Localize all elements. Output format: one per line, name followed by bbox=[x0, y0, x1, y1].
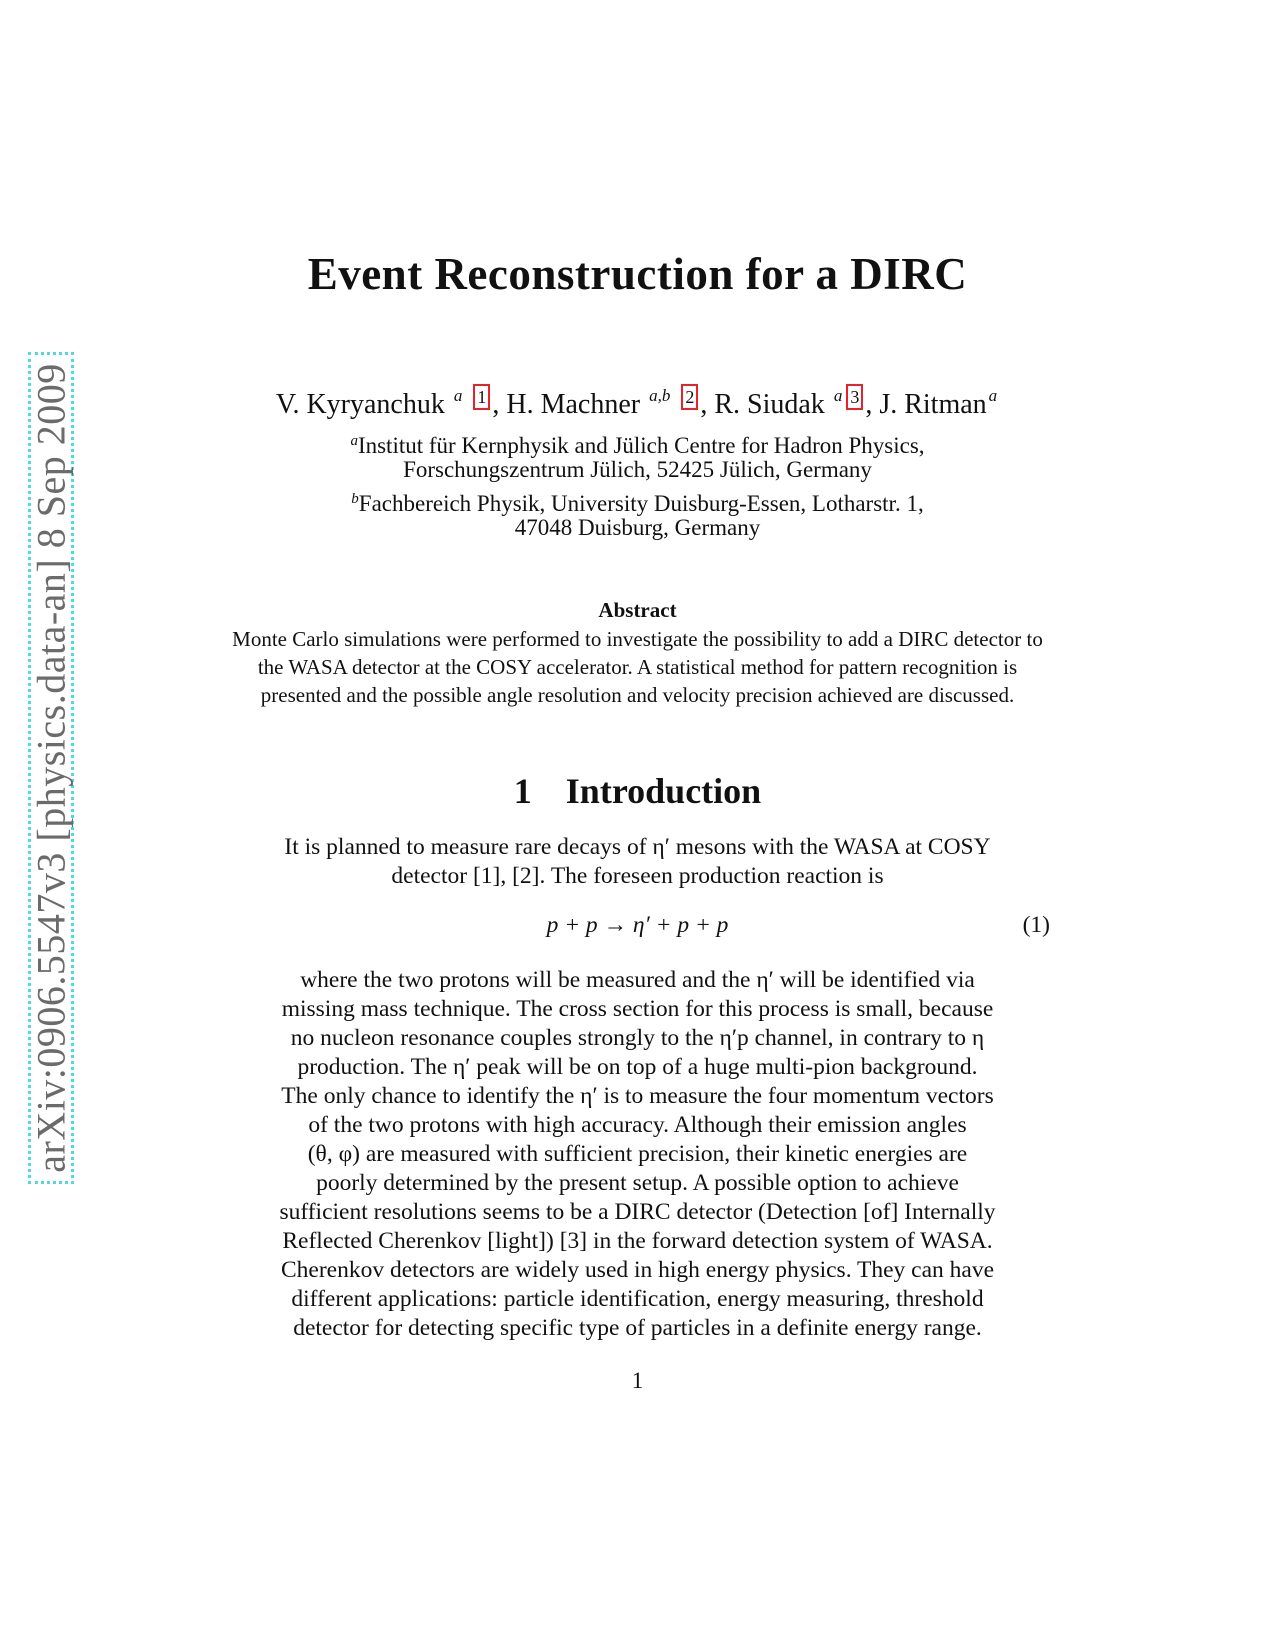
paragraph-line: where the two protons will be measured and the η′ will be identified via bbox=[300, 967, 975, 993]
affiliation-b-line2: 47048 Duisburg, Germany bbox=[514, 515, 761, 540]
abstract-text: Monte Carlo simulations were performed to investigate the possibility to add a DIRC detector to the WASA detector at the COSY accelerator. A statistical method for pattern recognition is presented and the possible angle resolution and velocity precision achieved are discussed. bbox=[232, 627, 1043, 707]
paragraph-line: different applications: particle identification, energy measuring, threshold bbox=[291, 1286, 984, 1312]
paragraph-line: of the two protons with high accuracy. Although their emission angles bbox=[308, 1112, 967, 1138]
author-name: V. Kyryanchuk bbox=[275, 389, 445, 420]
paragraph-line: poorly determined by the present setup. A possible option to achieve bbox=[316, 1170, 959, 1196]
paragraph-line: no nucleon resonance couples strongly to the η′p channel, in contrary to η bbox=[290, 1025, 985, 1051]
author-list bbox=[0, 384, 1275, 421]
paragraph-line: It is planned to measure rare decays of η′ mesons with the WASA at COSY bbox=[284, 834, 991, 860]
equation-expression: p + p → η′ + p + p bbox=[546, 912, 729, 938]
footnote-link[interactable]: 3 bbox=[846, 384, 863, 410]
paragraph-line: detector [1], [2]. The foreseen production reaction is bbox=[391, 863, 884, 889]
section-title: Introduction bbox=[565, 771, 762, 811]
abstract-heading: Abstract bbox=[598, 598, 677, 622]
paper-title: Event Reconstruction for a DIRC bbox=[307, 249, 968, 299]
affiliation-a-line2: Forschungszentrum Jülich, 52425 Jülich, Germany bbox=[403, 457, 872, 482]
paragraph-line: Reflected Cherenkov [light]) [3] in the forward detection system of WASA. bbox=[282, 1228, 993, 1254]
section-number: 1 bbox=[513, 771, 532, 811]
arxiv-identifier-text: arXiv:0906.5547v3 [physics.data-an] 8 Sep 2009 bbox=[28, 363, 74, 1173]
page-number: 1 bbox=[631, 1368, 644, 1393]
paragraph-line: production. The η′ peak will be on top of a huge multi-pion background. bbox=[297, 1054, 978, 1080]
equation-1 bbox=[225, 912, 1050, 942]
affiliation-marker: a bbox=[833, 386, 843, 405]
paragraph-line: sufficient resolutions seems to be a DIRC detector (Detection [of] Internally bbox=[279, 1199, 996, 1225]
paragraph-line: Cherenkov detectors are widely used in high energy physics. They can have bbox=[280, 1257, 995, 1283]
paragraph-line: The only chance to identify the η′ is to measure the four momentum vectors bbox=[281, 1083, 994, 1109]
section-heading bbox=[0, 770, 1275, 812]
affiliation-marker: a,b bbox=[649, 386, 671, 405]
author-name: , R. Siudak bbox=[700, 389, 825, 420]
affiliation-text: Fachbereich Physik, University Duisburg-Essen, Lotharstr. 1, bbox=[358, 491, 924, 516]
affiliation-marker: b bbox=[351, 491, 359, 507]
paragraph-line: (θ, φ) are measured with sufficient precision, their kinetic energies are bbox=[307, 1141, 968, 1167]
footnote-link[interactable]: 2 bbox=[681, 384, 698, 410]
affiliation-marker: a bbox=[453, 386, 463, 405]
equation-number: (1) bbox=[1022, 912, 1050, 938]
paragraph-line: detector for detecting specific type of particles in a definite energy range. bbox=[293, 1315, 982, 1341]
paragraph-line: missing mass technique. The cross section for this process is small, because bbox=[281, 996, 994, 1022]
author-name: , J. Ritman bbox=[865, 389, 987, 420]
author-name: , H. Machner bbox=[492, 389, 641, 420]
affiliation-marker: a bbox=[350, 433, 358, 449]
affiliation-text: Institut für Kernphysik and Jülich Centre for Hadron Physics, bbox=[357, 433, 925, 458]
affiliation-marker: a bbox=[988, 386, 998, 405]
footnote-link[interactable]: 1 bbox=[473, 384, 490, 410]
